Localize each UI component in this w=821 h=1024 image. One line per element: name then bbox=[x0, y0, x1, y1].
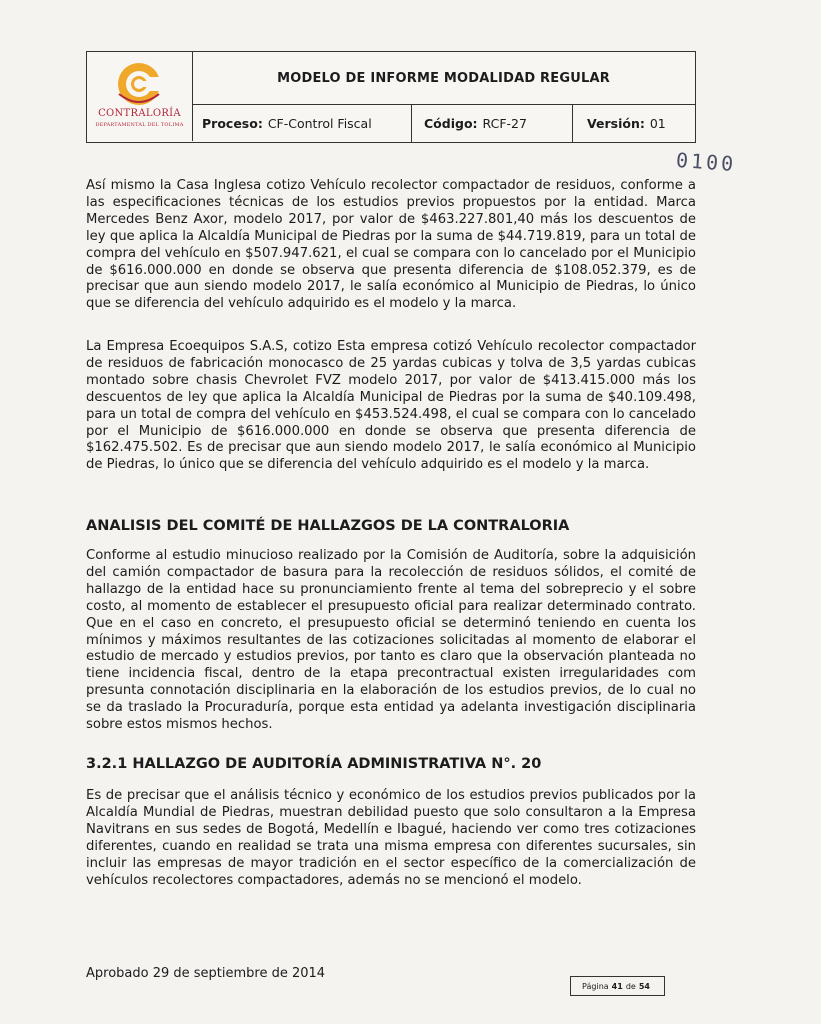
proceso-value: CF-Control Fiscal bbox=[267, 115, 372, 131]
proceso-cell bbox=[192, 104, 412, 142]
page-total: 54 bbox=[638, 981, 650, 991]
page-label: Página bbox=[582, 981, 609, 991]
version-cell bbox=[573, 104, 695, 142]
codigo-label: Código: bbox=[424, 115, 478, 131]
version-label: Versión: bbox=[587, 115, 645, 131]
logo-name: CONTRALORÍA bbox=[98, 108, 181, 119]
version-value: 01 bbox=[649, 115, 666, 131]
page-of: de bbox=[625, 981, 636, 991]
paragraph-hallazgo: Es de precisar que el análisis técnico y económico de los estudios previos publicados por la Alcaldía Mundial de Piedras, muestran debilidad puesto que solo consultaron a la Empresa Navitrans en sus sedes de Bogotá, Medellín e Ibagué, haciendo ver como tres cotizaciones diferentes, cuando en realidad se trata una misma empresa con diferentes sucursales, sin incluir las empresas de mayor tradición en el sector específico de la comercialización de vehículos recolectores compactadores, además no se mencionó el modelo. bbox=[86, 788, 696, 888]
approval-date: Aprobado 29 de septiembre de 2014 bbox=[86, 966, 326, 981]
contraloria-logo-icon bbox=[113, 60, 165, 108]
section-heading-analisis: ANALISIS DEL COMITÉ DE HALLAZGOS DE LA CONTRALORIA bbox=[86, 518, 570, 534]
proceso-label: Proceso: bbox=[202, 115, 263, 131]
logo-subtitle: DEPARTAMENTAL DEL TOLIMA bbox=[95, 122, 184, 128]
paragraph-analisis: Conforme al estudio minucioso realizado por la Comisión de Auditoría, sobre la adquisición del camión compactador de basura para la recolección de residuos sólidos, el comité de hallazgo de la entidad hace su pronunciamiento frente al tema del sobreprecio y el sobre costo, al momento de establecer el presupuesto oficial para realizar determinado contrato. Que en el caso en concreto, el presupuesto oficial se determinó teniendo en cuenta los mínimos y máximos resultantes de las cotizaciones solicitadas al momento de elaborar el estudio de mercado y estudios previos, por tanto es claro que la observación planteada no tiene incidencia fiscal, dentro de la etapa precontractual existen irregularidades com presunta connotación disciplinaria en la elaboración de los estudios previos, de lo cual no se da traslado la Procuraduría, porque esta entidad ya adelanta investigación disciplinaria sobre estos mismos hechos. bbox=[86, 548, 696, 733]
page-number-box bbox=[570, 976, 665, 996]
paragraph-casa-inglesa: Así mismo la Casa Inglesa cotizo Vehículo recolector compactador de residuos, conforme a las especificaciones técnicas de los estudios previos propuestos por la entidad. Marca Mercedes Benz Axor, modelo 2017, por valor de $463.227.801,40 más los descuentos de ley que aplica la Alcaldía Municipal de Piedras por la suma de $44.719.819, para un total de compra del vehículo en $507.947.621, el cual se compara con lo cancelado por el Municipio de $616.000.000 en donde se observa que presenta diferencia de $108.052.379, es de precisar que aun siendo modelo 2017, le salía económico al Municipio de Piedras, lo único que se diferencia del vehículo adquirido es el modelo y la marca. bbox=[86, 178, 696, 312]
page-current: 41 bbox=[611, 981, 623, 991]
section-heading-hallazgo: 3.2.1 HALLAZGO DE AUDITORÍA ADMINISTRATIVA N°. 20 bbox=[86, 756, 542, 772]
logo bbox=[87, 52, 193, 141]
codigo-cell bbox=[412, 104, 573, 142]
paragraph-ecoequipos: La Empresa Ecoequipos S.A.S, cotizo Esta empresa cotizó Vehículo recolector compactador de residuos de fabricación monocasco de 25 yardas cubicas y tolva de 3,5 yardas cubicas montado sobre chasis Chevrolet FVZ modelo 2017, por valor de $413.415.000 más los descuentos de ley que aplica la Alcaldía Municipal de Piedras por la suma de $40.109.498, para un total de compra del vehículo en $453.524.498, el cual se compara con lo cancelado por el Municipio de $616.000.000 en donde se observa que presenta diferencia de $162.475.502. Es de precisar que aun siendo modelo 2017, le salía económico al Municipio de Piedras, lo único que se diferencia del vehículo adquirido es el modelo y la marca. bbox=[86, 339, 696, 473]
header-table bbox=[86, 51, 696, 143]
document-title: MODELO DE INFORME MODALIDAD REGULAR bbox=[192, 52, 695, 105]
codigo-value: RCF-27 bbox=[482, 115, 527, 131]
handwritten-folio: 0100 bbox=[675, 147, 737, 177]
